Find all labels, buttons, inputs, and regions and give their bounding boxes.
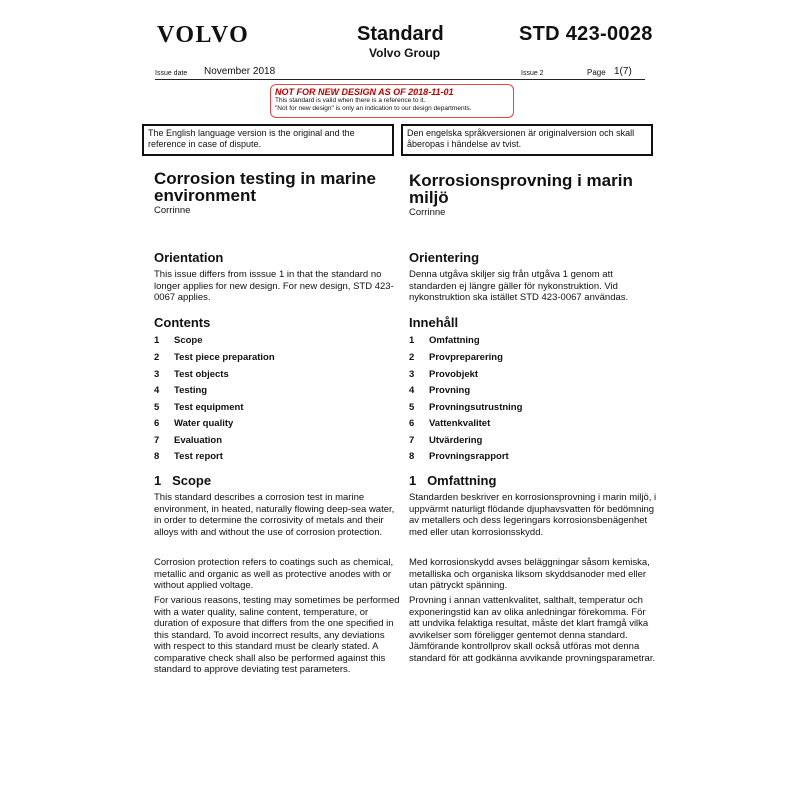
document-type: Standard [357, 23, 444, 45]
toc-item-en-3[interactable]: 3 Test objects [154, 369, 229, 380]
header-divider [155, 79, 645, 80]
toc-item-sv-5[interactable]: 5 Provningsutrustning [409, 402, 523, 413]
toc-item-en-4[interactable]: 4 Testing [154, 385, 208, 396]
not-for-new-design-notice [270, 84, 514, 118]
toc-item-en-1[interactable]: 1 Scope [154, 335, 203, 346]
author-sv: Corrinne [409, 207, 446, 218]
toc-item-sv-2[interactable]: 2 Provpreparering [409, 352, 503, 363]
scope-paragraph-3-sv: Provning i annan vattenkvalitet, salthalt, temperatur och exponeringstid kan av olika anledningar förekomma. För att undvika felaktiga resultat, måste det klart framgå vilka avvikelser som föreligger gentemot denna standard. Jämförande kontrollprov skall också utföras mot denna standard för att godkänna avvikande provningsparametrar. [409, 595, 656, 664]
toc-item-en-6[interactable]: 6 Water quality [154, 418, 234, 429]
issue-date-label: Issue date [155, 70, 188, 77]
toc-item-en-8[interactable]: 8 Test report [154, 451, 223, 462]
page-label: Page [587, 68, 606, 77]
issue-date: November 2018 [204, 66, 276, 77]
scope-paragraph-2-sv: Med korrosionskydd avses beläggningar såsom kemiska, metalliska och organiska liksom skyddsanoder med eller utan pätryckt spänning. [409, 557, 650, 591]
notice-title: NOT FOR NEW DESIGN AS OF 2018-11-01 [275, 87, 454, 97]
contents-heading-sv: Innehåll [409, 315, 459, 330]
toc-item-sv-8[interactable]: 8 Provningsrapport [409, 451, 509, 462]
notice-line-1: This standard is valid when there is a reference to it. [275, 97, 426, 104]
standard-number: STD 423-0028 [519, 23, 653, 45]
orientation-text-sv: Denna utgåva skiljer sig från utgåva 1 genom att standarden ej längre gäller för nykonstruktion. Vid nykonstruktion ska istället STD 423-0067 användas. [409, 269, 629, 303]
toc-item-sv-7[interactable]: 7 Utvärdering [409, 435, 483, 446]
title-sv [409, 172, 657, 218]
document-title-sv: Korrosionsprovning i marin miljö [409, 171, 633, 207]
scope-paragraph-1-en: This standard describes a corrosion test in marine environment, in heated, naturally flowing deep-sea water, in order to determine the corrosivity of metals and their alloys with and without the use of corrosion protection. [154, 492, 395, 538]
scope-heading-en: 1 Scope [154, 473, 212, 488]
title-en [154, 170, 402, 216]
scope-heading-sv: 1 Omfattning [409, 473, 497, 488]
scope-paragraph-1-sv: Standarden beskriver en korrosionsprovning i marin miljö, i uppvärmt naturligt flödande djuphavsvatten för bedömning av metallers och dess legeringars korrosionsbenägenhet med eller utan korrosionsskydd. [409, 492, 657, 538]
author-en: Corrinne [154, 205, 191, 216]
orientation-heading-en: Orientation [154, 250, 224, 265]
document-title-en: Corrosion testing in marine environment [154, 169, 376, 205]
company-group: Volvo Group [369, 46, 441, 60]
toc-item-sv-6[interactable]: 6 Vattenkvalitet [409, 418, 491, 429]
language-note-en: The English language version is the original and the reference in case of dispute. [142, 124, 394, 156]
scope-paragraph-2-en: Corrosion protection refers to coatings such as chemical, metallic and organic as well as protective anodes with or without applied voltage. [154, 557, 394, 591]
toc-item-sv-3[interactable]: 3 Provobjekt [409, 369, 479, 380]
toc-item-sv-1[interactable]: 1 Omfattning [409, 335, 480, 346]
notice-line-2: "Not for new design" is only an indication to our design departments. [275, 105, 472, 112]
toc-item-en-5[interactable]: 5 Test equipment [154, 402, 244, 413]
toc-item-en-7[interactable]: 7 Evaluation [154, 435, 223, 446]
volvo-logo: VOLVO [157, 22, 250, 48]
scope-paragraph-3-en: For various reasons, testing may sometimes be performed with a water quality, saline content, temperature, or duration of exposure that differs from the one specified in this standard. To avoid incorrect results, any deviations with respect to this standard must be clearly stated. A comparative check shall also be performed against this standard to approve deviating test parameters. [154, 595, 400, 675]
issue-number: Issue 2 [521, 70, 544, 77]
contents-heading-en: Contents [154, 315, 211, 330]
toc-item-en-2[interactable]: 2 Test piece preparation [154, 352, 275, 363]
toc-item-sv-4[interactable]: 4 Provning [409, 385, 471, 396]
orientation-text-en: This issue differs from isssue 1 in that the standard no longer applies for new design. For new design, STD 423-0067 applies. [154, 269, 394, 303]
page-number: 1(7) [614, 66, 632, 77]
orientation-heading-sv: Orientering [409, 250, 480, 265]
language-note-sv: Den engelska språkversionen är originalversion och skall åberopas i händelse av tvist. [401, 124, 653, 156]
